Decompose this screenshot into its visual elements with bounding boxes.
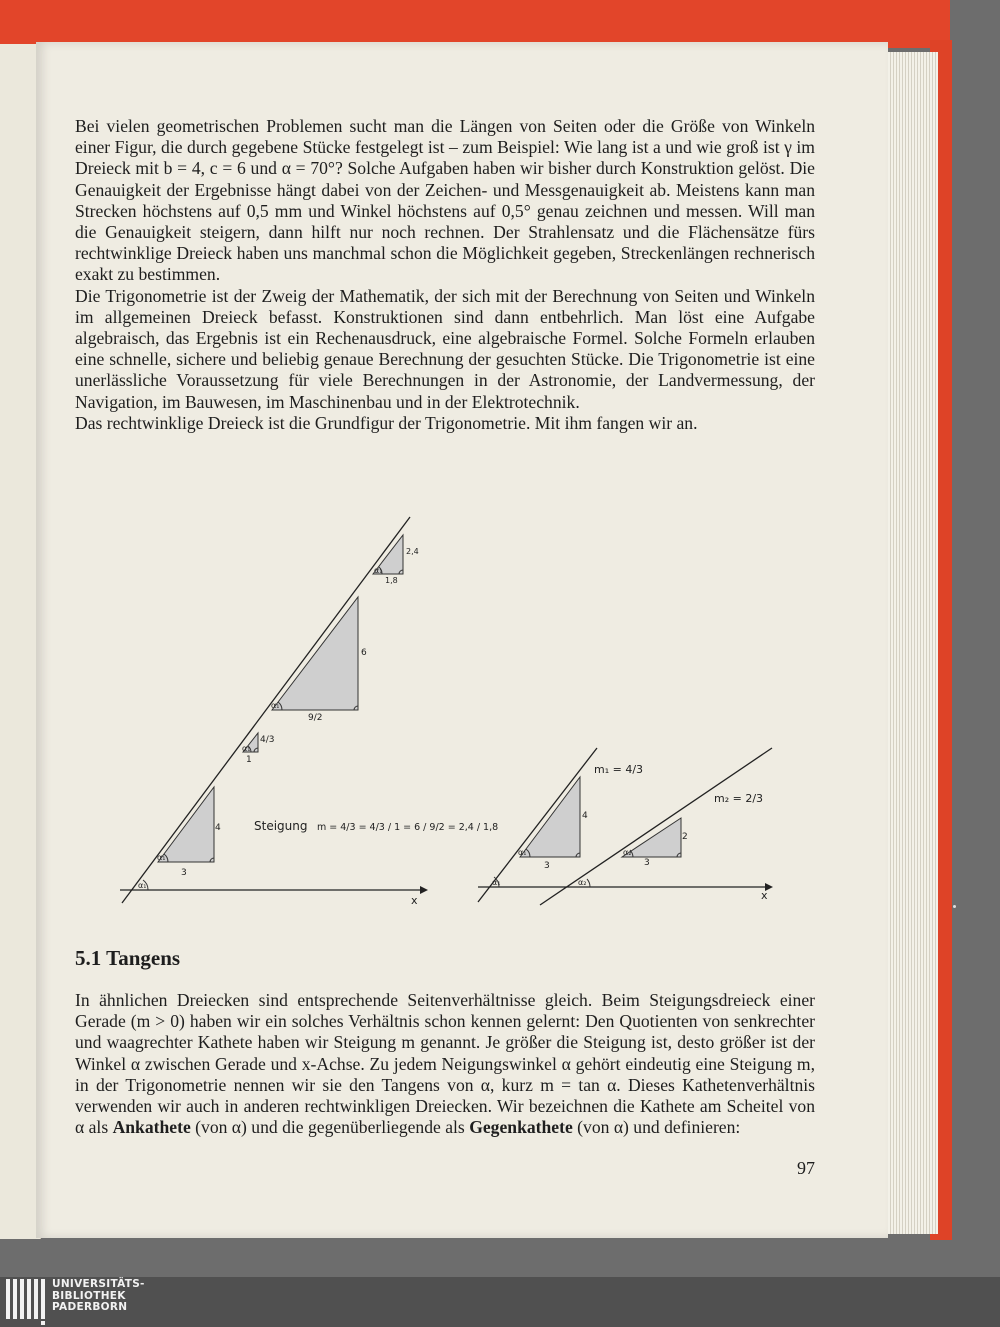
run-label: 9/2 [308, 713, 323, 723]
facing-page-edge [0, 44, 41, 1239]
run-label: 3 [644, 858, 650, 868]
intro-paragraph-1: Bei vielen geometrischen Problemen sucht man die Längen von Seiten oder die Größe von Winkeln einer Figur, die durch gegebene Stücke festgelegt ist – zum Beispiel: Wie lang ist a und wie groß ist γ im Dreieck mit b = 4, c = 6 und α = 70°? Solche Aufgaben haben wir bisher durch Konstruktion gelöst. Die Genauigkeit der Ergebnisse hängt dabei von der Zeichen- und Messgenauigkeit ab. Meistens kann man Strecken höchstens auf 0,5 mm und Winkel höchstens auf 0,5° genau zeichnen und messen. Will man die Genauigkeit steigern, dann hilft nur noch rechnen. Der Strahlensatz und die Flächensätze fürs rechtwinklige Dreieck haben uns manchmal schon die Möglichkeit gegeben, Streckenlängen rechnerisch exakt zu bestimmen. [75, 116, 815, 285]
m2-label: m₂ = 2/3 [714, 792, 764, 805]
slope-line [122, 517, 410, 903]
slope-formula: m = 4/3 = 4/3 / 1 = 6 / 9/2 = 2,4 / 1,8 [317, 822, 499, 833]
x-axis-label: x [411, 894, 418, 907]
page-number: 97 [797, 1158, 815, 1178]
page-stack-edges [882, 52, 938, 1234]
angle-label: α₁ [242, 744, 251, 753]
section-body [75, 990, 815, 1138]
slope-triangle-medium [272, 597, 358, 710]
angle-label: α₁ [518, 848, 527, 857]
library-name [52, 1279, 145, 1314]
x-axis-label: x [761, 889, 768, 902]
angle-label: α₁ [271, 701, 280, 710]
library-line-1: UNIVERSITÄTS- [52, 1278, 145, 1290]
angle-label: α₁ [157, 853, 166, 862]
rise-label: 2,4 [406, 547, 419, 556]
base-angle-label: α₂ [578, 878, 587, 887]
section-text-3: (von α) und definieren: [572, 1117, 741, 1138]
section-text-2: (von α) und die gegenüberliegende als [190, 1117, 470, 1138]
intro-paragraph-3: Das rechtwinklige Dreieck ist die Grundfigur der Trigonometrie. Mit ihm fangen wir an. [75, 412, 698, 433]
scan-dot [953, 905, 956, 908]
library-line-2: BIBLIOTHEK [52, 1289, 126, 1302]
run-label: 3 [181, 868, 187, 878]
intro-text [75, 116, 815, 434]
section-text-1: In ähnlichen Dreiecken sind entsprechende Seitenverhältnisse gleich. Beim Steigungsdreieck einer Gerade (m > 0) haben wir ein solches Verhältnis schon kennen gelernt: Den Quotienten von senkrechter und waagrechter Kathete haben wir Steigung m genannt. Je größer die Steigung ist, desto größer ist der Winkel α zwischen Gerade und x-Achse. Zu jedem Neigungswinkel α gehört eindeutig eine Steigung m, in der Trigonometrie nennen wir sie den Tangens von α, kurz m = tan α. Dieses Kathetenverhältnis verwenden wir auch in anderen rechtwinkligen Dreiecken. Wir bezeichnen die Kathete am Scheitel von α als [75, 990, 815, 1138]
slope-figure [100, 505, 790, 915]
run-label: 1,8 [385, 576, 398, 585]
rise-label: 4/3 [260, 735, 275, 745]
x-axis-arrow-left [420, 886, 428, 894]
angle-label: α₁ [374, 566, 383, 575]
library-footer [0, 1277, 1000, 1327]
m1-label: m₁ = 4/3 [594, 763, 644, 776]
base-angle-label: α₁ [138, 881, 147, 890]
term-ankathete: Ankathete [112, 1117, 191, 1138]
run-label: 3 [544, 861, 550, 871]
rise-label: 4 [582, 811, 588, 821]
rise-label: 2 [682, 832, 688, 842]
section-title: 5.1 Tangens [75, 946, 181, 970]
slope-text: Steigung [254, 819, 308, 833]
slope-triangle-large [158, 787, 214, 862]
rise-label: 4 [215, 823, 221, 833]
library-logo-icon [6, 1279, 48, 1325]
slope-triangle-m1 [520, 777, 580, 857]
base-angle-label: α₁ [492, 878, 501, 887]
angle-arc [587, 879, 590, 887]
rise-label: 6 [361, 648, 367, 658]
right-diagram [478, 748, 773, 905]
run-label: 1 [246, 755, 252, 765]
left-diagram [120, 517, 501, 907]
book-cover-top [0, 0, 950, 48]
term-gegenkathete: Gegenkathete [469, 1117, 573, 1138]
angle-label: α₂ [623, 848, 632, 857]
section-paragraph [75, 990, 815, 1138]
library-line-3: PADERBORN [52, 1301, 128, 1313]
intro-paragraph-2: Die Trigonometrie ist der Zweig der Mathematik, der sich mit der Berechnung von Seiten und Winkeln im allgemeinen Dreieck befasst. Konstruktionen sind dann entbehrlich. Man löst eine Aufgabe algebraisch, das Ergebnis ist ein Rechenausdruck, eine algebraische Formel. Solche Formeln erlauben eine schnelle, sichere und beliebig genaue Berechnung der gesuchten Stücke. Die Trigonometrie ist eine unerlässliche Voraussetzung für viele Berechnungen in der Astronomie, der Landvermessung, der Navigation, im Bauwesen, im Maschinenbau und in der Elektrotechnik. [75, 285, 815, 412]
